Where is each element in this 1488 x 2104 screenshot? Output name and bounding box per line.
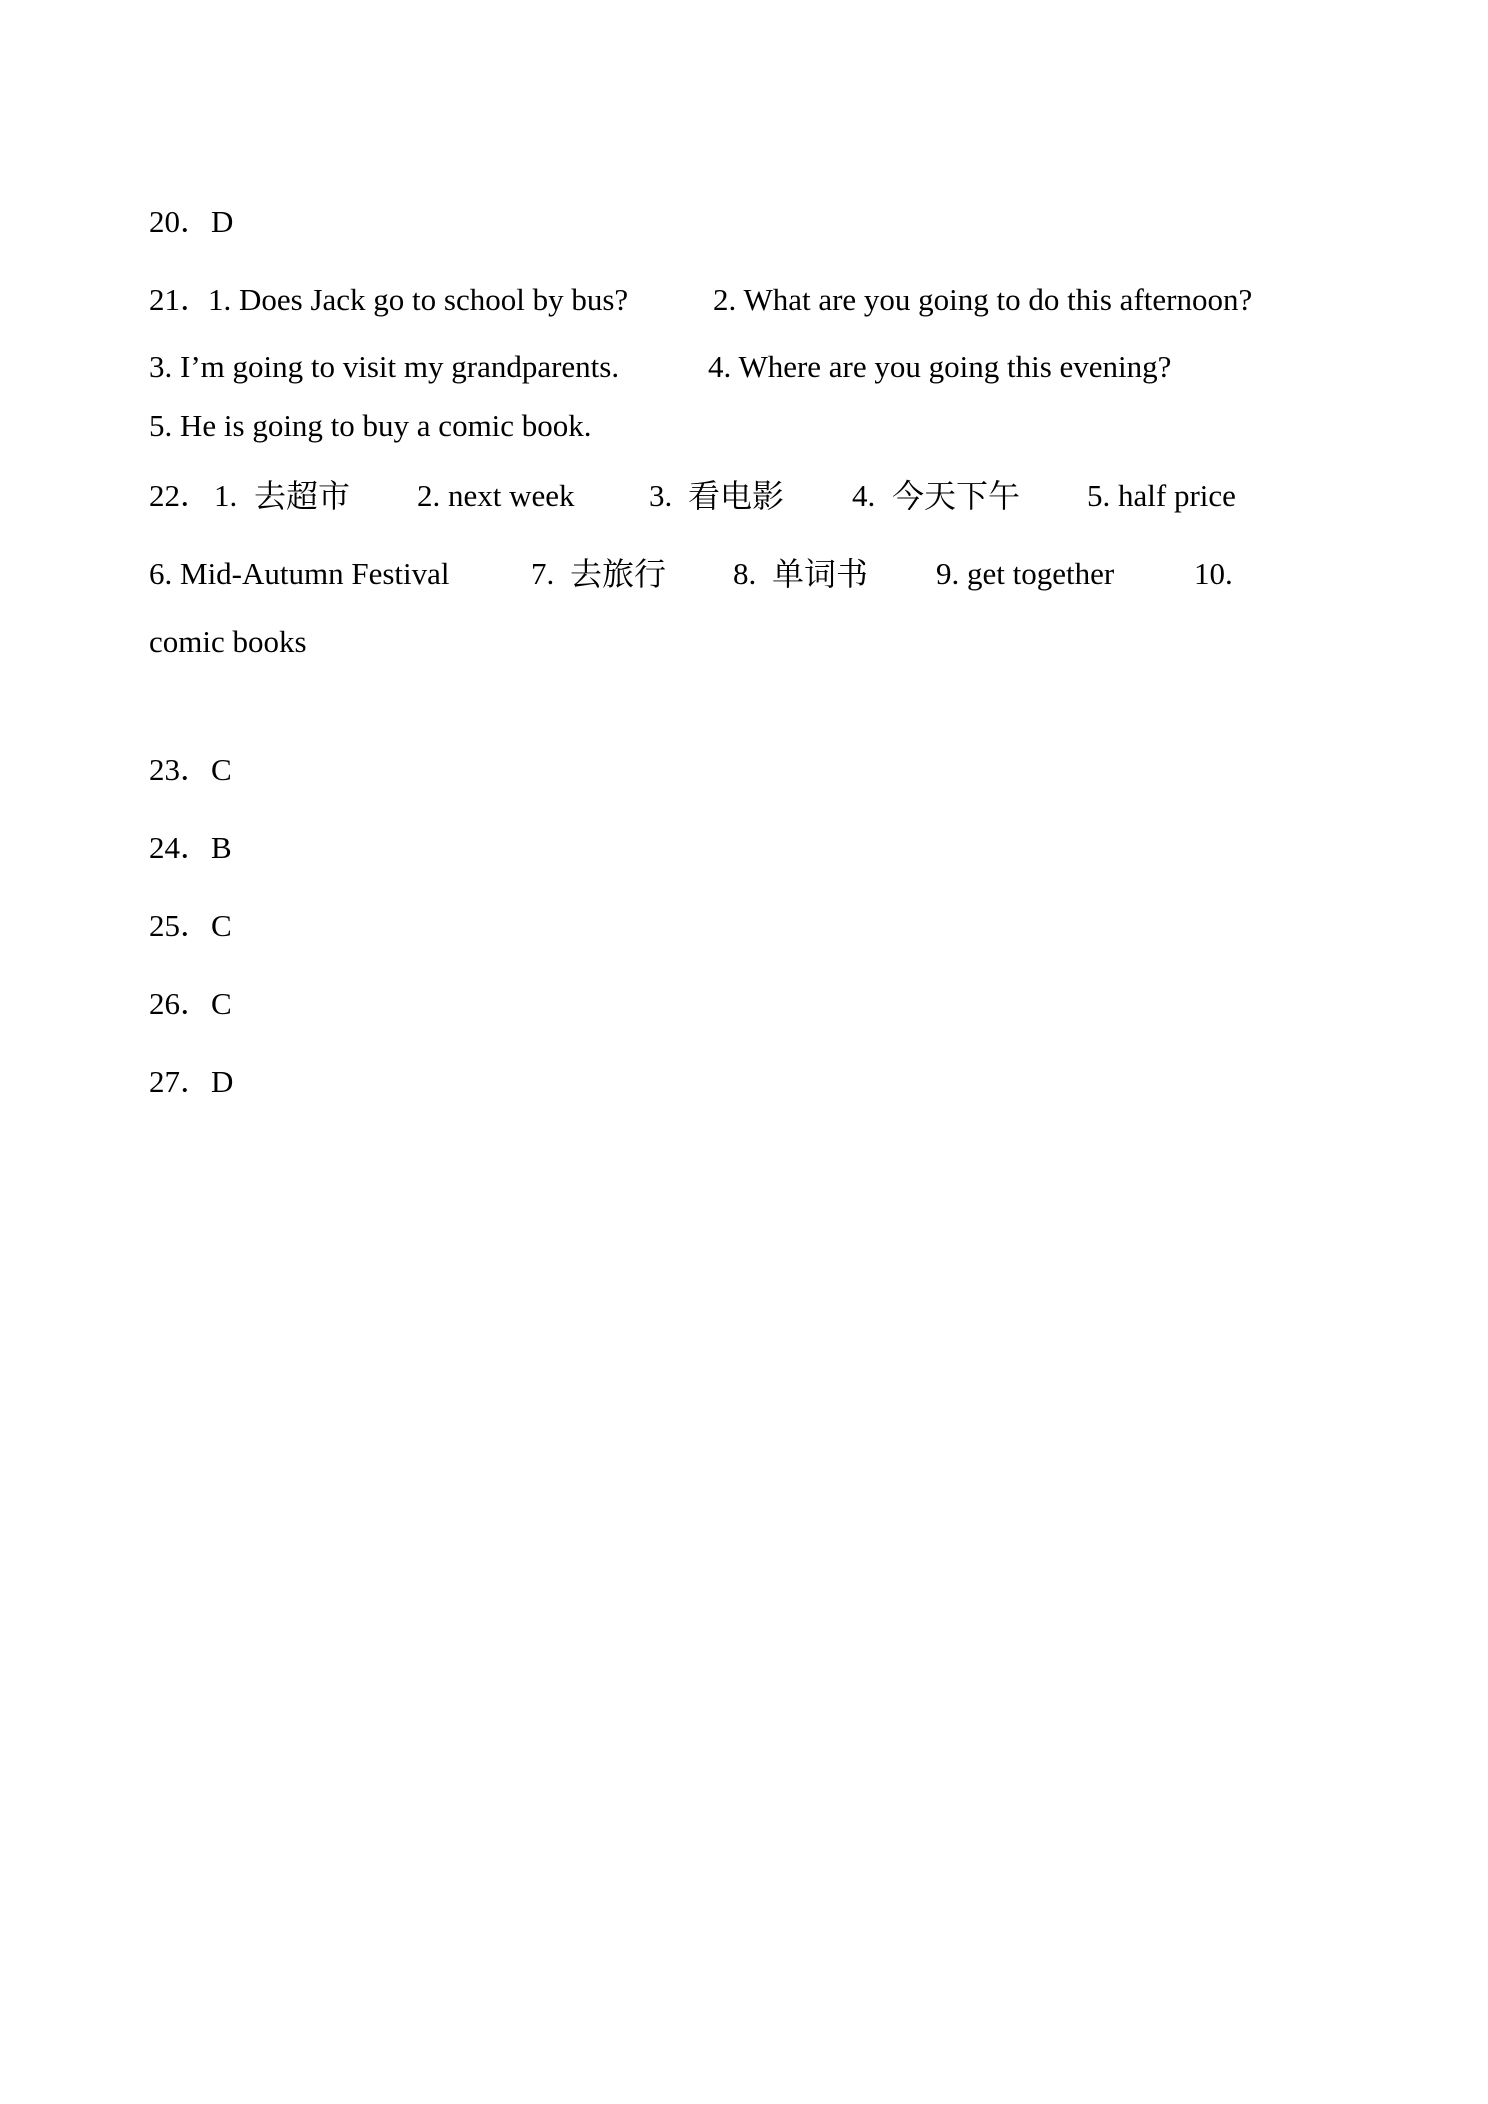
answer-26 [149, 984, 232, 1024]
answer-22-item-4-number: 4. [852, 478, 876, 513]
answer-20-text: 20．D [149, 204, 234, 239]
answer-22-item-7-number: 7. [531, 556, 555, 591]
answer-25 [149, 906, 232, 946]
answer-22-item-3-text: 看电影 [688, 477, 785, 515]
answer-22-item-7-text: 去旅行 [570, 555, 667, 593]
answer-21-part-5: 5. He is going to buy a comic book. [149, 408, 592, 443]
answer-22-item-2: 2. next week [417, 478, 575, 513]
answer-23 [149, 750, 232, 790]
answer-22-item-8-number: 8. [733, 556, 757, 591]
answer-22-item-3-number: 3. [649, 478, 673, 513]
answer-22-item-8-text: 单词书 [772, 555, 869, 593]
answer-20 [149, 202, 233, 242]
answer-22-item-4-text: 今天下午 [892, 477, 1021, 515]
answer-27-text: 27．D [149, 1064, 234, 1099]
answer-22-item-9: 9. get together [936, 556, 1115, 591]
answer-24 [149, 828, 232, 868]
answer-23-text: 23．C [149, 752, 232, 787]
answer-21-part-3: 3. I’m going to visit my grandparents. [149, 349, 620, 384]
answer-21-part-2: 2. What are you going to do this afternoon? [713, 282, 1253, 317]
answer-22-item-10-text: comic books [149, 624, 307, 659]
answer-21-part-1: 1. Does Jack go to school by bus? [208, 282, 629, 317]
answer-21-label: 21． [149, 282, 211, 317]
answer-25-text: 25．C [149, 908, 232, 943]
answer-22-item-1-number: 1. [214, 478, 238, 513]
answer-27 [149, 1062, 233, 1102]
answer-22-item-5: 5. half price [1087, 478, 1236, 513]
answer-26-text: 26．C [149, 986, 232, 1021]
answer-22-item-1-text: 去超市 [254, 477, 351, 515]
answer-22-item-6: 6. Mid-Autumn Festival [149, 556, 450, 591]
answer-21-part-4: 4. Where are you going this evening? [708, 349, 1172, 384]
answer-24-text: 24．B [149, 830, 232, 865]
answer-22-label: 22． [149, 478, 211, 513]
answer-22-item-10-number: 10. [1194, 556, 1233, 591]
